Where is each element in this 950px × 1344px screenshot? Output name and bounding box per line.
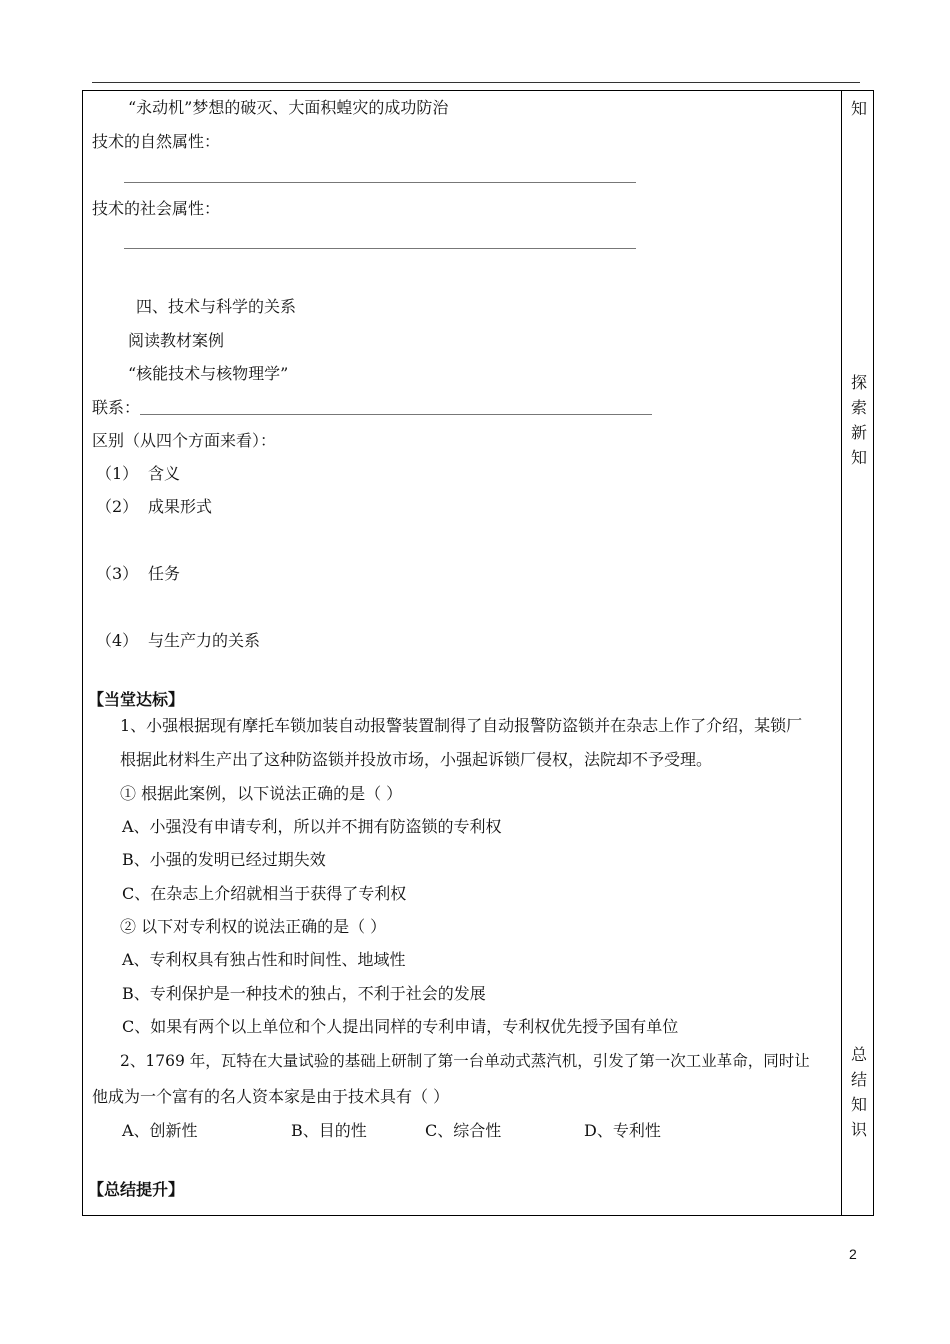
answer-line-natural bbox=[124, 182, 636, 183]
header-rule bbox=[92, 82, 860, 83]
side-label-top bbox=[848, 96, 870, 121]
side-char: 新 bbox=[850, 423, 867, 442]
q2-option-d: D、专利性 bbox=[584, 1121, 661, 1140]
difference-item: 含义 bbox=[148, 464, 181, 483]
difference-num: （2） bbox=[96, 497, 139, 516]
q2-option-b: B、目的性 bbox=[291, 1121, 367, 1140]
sub-question1: ① 根据此案例，以下说法正确的是（ ） bbox=[120, 784, 403, 803]
side-label-explore bbox=[848, 370, 870, 470]
q2-option-a: A、创新性 bbox=[122, 1121, 198, 1140]
side-char: 知 bbox=[850, 448, 867, 467]
question1-line1: 1、小强根据现有摩托车锁加装自动报警装置制得了自动报警防盗锁并在杂志上作了介绍，某锁厂 bbox=[120, 716, 803, 735]
page-number: 2 bbox=[849, 1246, 857, 1262]
difference-item: 成果形式 bbox=[148, 497, 213, 516]
sub1-option-a: A、小强没有申请专利，所以并不拥有防盗锁的专利权 bbox=[122, 817, 502, 836]
difference-num: （4） bbox=[96, 631, 139, 650]
side-char: 总 bbox=[850, 1045, 867, 1064]
difference-num: （3） bbox=[96, 564, 139, 583]
difference-item: 与生产力的关系 bbox=[148, 631, 261, 650]
sub2-option-c: C、如果有两个以上单位和个人提出同样的专利申请，专利权优先授予国有单位 bbox=[122, 1017, 679, 1036]
read-case-text: 阅读教材案例 bbox=[128, 331, 225, 350]
answer-line-social bbox=[124, 248, 636, 249]
content-table-frame bbox=[82, 90, 874, 1216]
side-char: 探 bbox=[850, 373, 867, 392]
difference-item: 任务 bbox=[148, 564, 181, 583]
sub1-option-c: C、在杂志上介绍就相当于获得了专利权 bbox=[122, 884, 407, 903]
q2-option-c: C、综合性 bbox=[425, 1121, 502, 1140]
summary-heading: 【总结提升】 bbox=[88, 1180, 185, 1199]
side-char: 识 bbox=[850, 1120, 867, 1139]
difference-label: 区别（从四个方面来看）： bbox=[92, 431, 277, 450]
sub2-option-b: B、专利保护是一种技术的独占，不利于社会的发展 bbox=[122, 984, 486, 1003]
question1-line2: 根据此材料生产出了这种防盗锁并投放市场，小强起诉锁厂侵权，法院却不予受理。 bbox=[120, 750, 713, 769]
connection-label: 联系： bbox=[92, 398, 141, 417]
sub2-option-a: A、专利权具有独占性和时间性、地域性 bbox=[122, 950, 406, 969]
case-title: “核能技术与核物理学” bbox=[128, 364, 289, 383]
column-divider bbox=[841, 90, 842, 1216]
sub-question2: ② 以下对专利权的说法正确的是（ ） bbox=[120, 917, 387, 936]
answer-line-connection bbox=[140, 414, 652, 415]
natural-property-label: 技术的自然属性： bbox=[92, 132, 221, 151]
section4-title: 四、技术与科学的关系 bbox=[136, 297, 297, 316]
side-char: 知 bbox=[850, 1095, 867, 1114]
question2-line2: 他成为一个富有的名人资本家是由于技术具有（ ） bbox=[92, 1087, 450, 1106]
question2-line1: 2、1769 年，瓦特在大量试验的基础上研制了第一台单动式蒸汽机，引发了第一次工业革命，同时让 bbox=[120, 1052, 810, 1070]
exercise-heading: 【当堂达标】 bbox=[88, 690, 185, 709]
case-text: “永动机”梦想的破灭、大面积蝗灾的成功防治 bbox=[128, 98, 449, 117]
side-label-summary bbox=[848, 1042, 870, 1142]
sub1-option-b: B、小强的发明已经过期失效 bbox=[122, 850, 326, 869]
side-char: 结 bbox=[850, 1070, 867, 1089]
side-char: 知 bbox=[850, 99, 867, 118]
social-property-label: 技术的社会属性： bbox=[92, 199, 221, 218]
side-char: 索 bbox=[850, 398, 867, 417]
difference-num: （1） bbox=[96, 464, 139, 483]
